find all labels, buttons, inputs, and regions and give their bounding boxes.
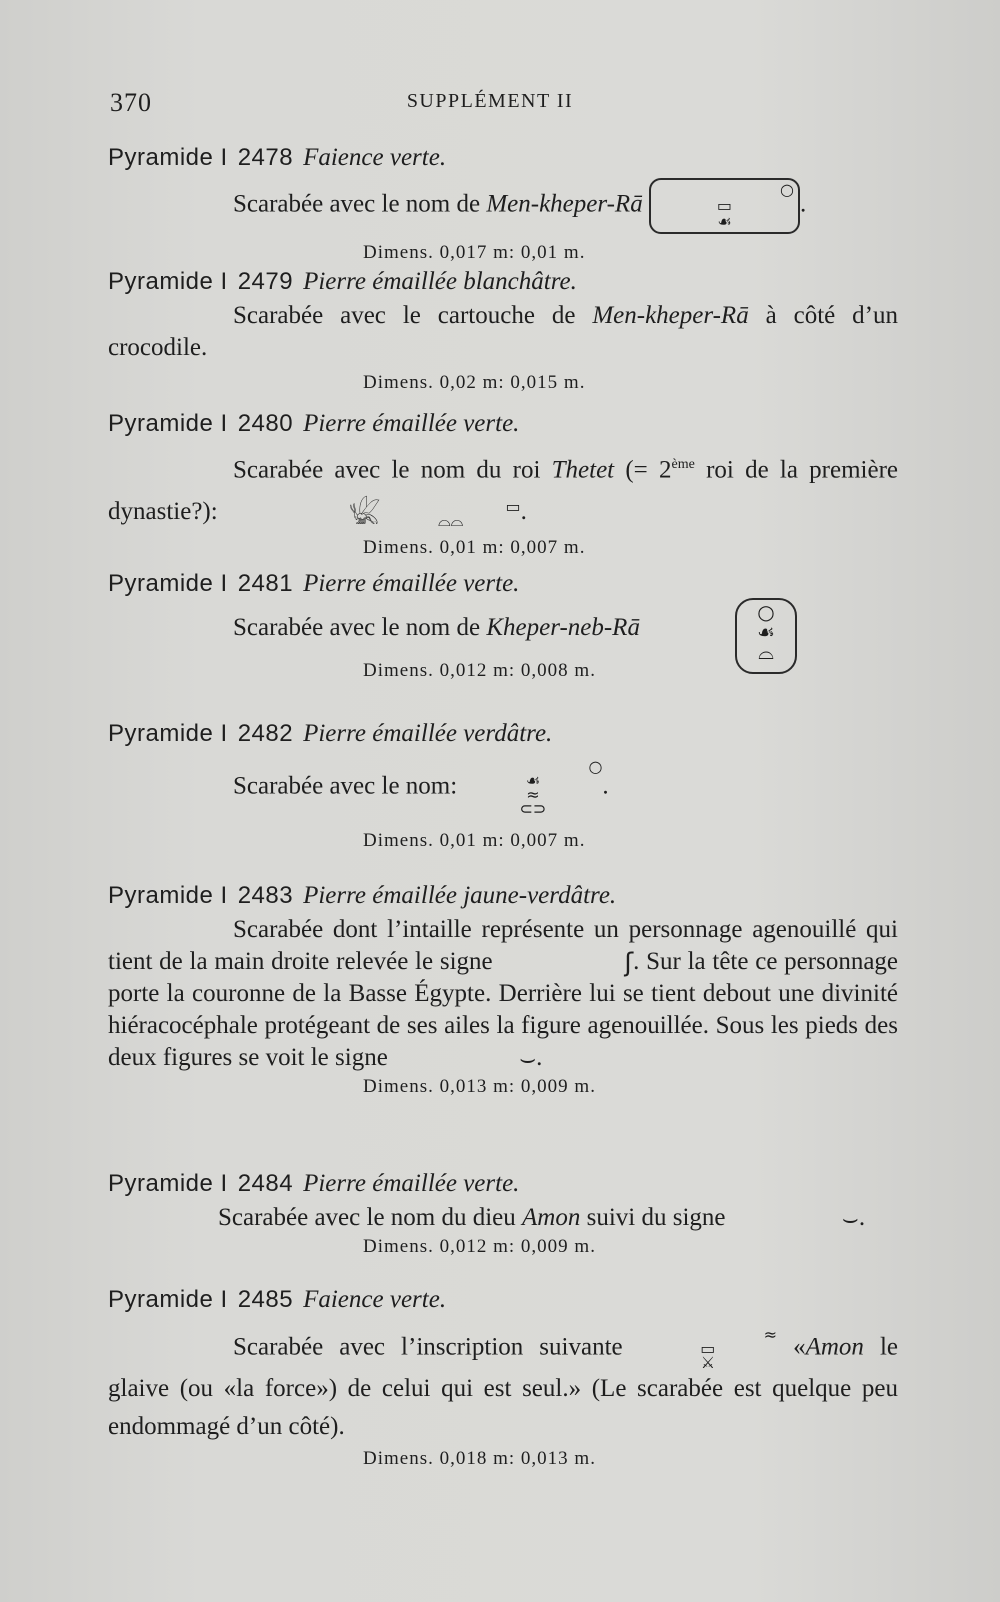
description-text: Scarabée avec le cartouche de bbox=[233, 302, 593, 329]
entry-number: 2481 bbox=[237, 570, 294, 597]
dimensions: Dimens. 0,012 m: 0,008 m. bbox=[363, 660, 596, 681]
page-header bbox=[110, 88, 870, 128]
entry-material: Pierre émaillée jaune-verdâtre. bbox=[303, 882, 617, 909]
description-text: Scarabée avec le nom du roi bbox=[233, 456, 552, 484]
dimensions: Dimens. 0,01 m: 0,007 m. bbox=[363, 537, 586, 559]
catalog-entry bbox=[108, 1168, 898, 1260]
description-text: . Sur la tête ce personnage porte la couronne de la Basse Égypte. Derrière lui se tient debout une divinité hiéracocéphale protégeant de ses ailes la figure agenouillée. Sous les pieds des deux figures se voit le signe bbox=[108, 948, 899, 1071]
page-number: 370 bbox=[110, 88, 152, 117]
entry-number: 2483 bbox=[237, 882, 294, 909]
cartouche-icon: ○ ▭ ☙ bbox=[649, 178, 800, 234]
entry-heading bbox=[108, 1168, 898, 1200]
dimensions: Dimens. 0,013 m: 0,009 m. bbox=[363, 1076, 596, 1097]
bee-icon: 𓆤 bbox=[348, 498, 381, 529]
entry-number: 2479 bbox=[237, 268, 294, 295]
description-text: Scarabée avec l’inscription suivante bbox=[233, 1333, 639, 1361]
entry-label: Pyramide I bbox=[108, 882, 228, 909]
catalog-entry bbox=[108, 142, 898, 266]
description-text: Scarabée avec le nom de bbox=[233, 614, 487, 641]
entry-heading bbox=[108, 266, 898, 298]
god-name: Amon bbox=[522, 1204, 581, 1231]
catalog-entry bbox=[108, 1284, 898, 1472]
catalog-entry bbox=[108, 408, 898, 561]
entry-material: Pierre émaillée verdâtre. bbox=[303, 720, 553, 747]
entry-material: Pierre émaillée verte. bbox=[303, 1170, 520, 1197]
entry-material: Faience verte. bbox=[303, 1286, 447, 1313]
description-text: . bbox=[858, 1204, 866, 1231]
entry-heading bbox=[108, 718, 898, 750]
entry-heading bbox=[108, 568, 898, 600]
entry-description: Scarabée avec le nom de Men-kheper-Rā ○ ▭ ☙. bbox=[108, 178, 898, 234]
entry-number: 2482 bbox=[237, 720, 294, 747]
entry-description bbox=[108, 757, 898, 818]
entry-material: Faience verte. bbox=[303, 144, 447, 171]
running-head: SUPPLÉMENT II bbox=[406, 90, 574, 112]
entry-material: Pierre émaillée verte. bbox=[303, 410, 520, 437]
superscript: ème bbox=[671, 457, 695, 472]
description-text: . bbox=[536, 1044, 543, 1071]
entry-label: Pyramide I bbox=[108, 1286, 228, 1313]
catalog-entry bbox=[108, 880, 898, 1100]
entry-label: Pyramide I bbox=[108, 720, 228, 747]
entry-description bbox=[108, 300, 898, 364]
cartouche-icon: ○ ☙ ⌓ bbox=[735, 598, 797, 674]
entry-label: Pyramide I bbox=[108, 410, 228, 437]
royal-name: Men-kheper-Rā bbox=[592, 302, 749, 329]
entry-label: Pyramide I bbox=[108, 268, 228, 295]
entry-description bbox=[108, 1202, 898, 1234]
dimensions: Dimens. 0,01 m: 0,007 m. bbox=[363, 830, 586, 851]
description-text: Scarabée avec le nom de bbox=[233, 190, 487, 218]
dimensions: Dimens. 0,012 m: 0,009 m. bbox=[363, 1236, 596, 1257]
description-text: suivi du signe bbox=[580, 1204, 732, 1231]
entry-number: 2480 bbox=[237, 410, 294, 437]
description-text: le glaive (ou «la force») de celui qui est seul.» (Le scarabée est quelque peu endommagé d’un côté). bbox=[108, 1333, 898, 1440]
dimensions: Dimens. 0,017 m: 0,01 m. bbox=[363, 242, 586, 263]
entry-heading bbox=[108, 880, 898, 912]
catalog-entry bbox=[108, 266, 898, 396]
king-name: Thetet bbox=[551, 456, 615, 484]
description-text: Scarabée dont l’intaille représente un personnage agenouillé qui tient de la main droite relevée le signe bbox=[108, 916, 898, 975]
dimensions: Dimens. 0,02 m: 0,015 m. bbox=[363, 372, 586, 393]
royal-name: Kheper-neb-Rā bbox=[486, 614, 640, 641]
entry-description bbox=[108, 914, 898, 1074]
description-text: (= 2 bbox=[614, 456, 672, 484]
entry-heading bbox=[108, 1284, 898, 1316]
basket-icon: ⌣ bbox=[841, 1204, 859, 1235]
entry-number: 2484 bbox=[237, 1170, 294, 1197]
entry-label: Pyramide I bbox=[108, 570, 228, 597]
entry-number: 2485 bbox=[237, 1286, 294, 1313]
entry-number: 2478 bbox=[237, 144, 294, 171]
basket-icon: ⌣ bbox=[519, 1044, 537, 1075]
entry-description: Scarabée avec le nom du roi Thetet (= 2ème roi de la première dynastie?): 𓆤 ▭ ⌓⌓ . bbox=[108, 456, 898, 530]
entry-material: Pierre émaillée blanchâtre. bbox=[303, 268, 577, 295]
god-name: Amon bbox=[805, 1333, 864, 1361]
entry-label: Pyramide I bbox=[108, 144, 228, 171]
entry-label: Pyramide I bbox=[108, 1170, 228, 1197]
description-text: Scarabée avec le nom du dieu bbox=[218, 1204, 523, 1231]
game-board-icon: ≈ ▭ ⚔ bbox=[700, 1325, 778, 1372]
description-text: « bbox=[777, 1333, 806, 1361]
description-text: . bbox=[602, 772, 609, 800]
entry-heading bbox=[108, 408, 898, 440]
ankh-icon: ʃ bbox=[624, 948, 634, 979]
entry-material: Pierre émaillée verte. bbox=[303, 570, 520, 597]
royal-name: Men-kheper-Rā bbox=[486, 190, 643, 218]
sun-disk-icon: ○ ☙ ≈ ⊂⊃ bbox=[519, 757, 603, 818]
description-text: roi de la première dynastie?): bbox=[108, 456, 898, 526]
entry-heading bbox=[108, 142, 898, 174]
dimensions: Dimens. 0,018 m: 0,013 m. bbox=[363, 1448, 596, 1469]
catalog-entry bbox=[108, 718, 898, 854]
description-text: Scarabée avec le nom: bbox=[233, 772, 464, 800]
description-text: à côté d’un crocodile. bbox=[108, 302, 899, 361]
entry-description bbox=[108, 1325, 898, 1446]
loaf-icon: ▭ ⌓⌓ bbox=[437, 496, 521, 530]
